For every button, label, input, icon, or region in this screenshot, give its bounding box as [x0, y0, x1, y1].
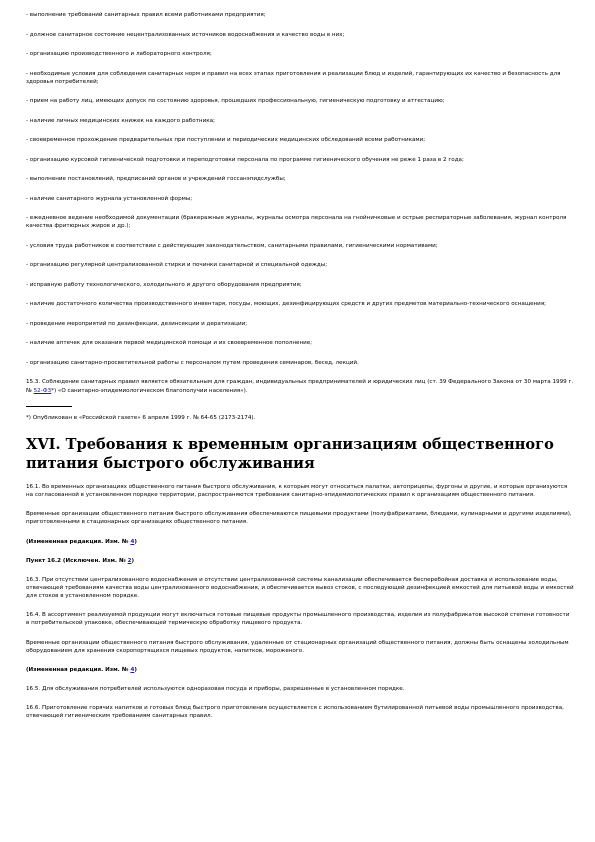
- clause-16-2-excluded: [26, 557, 574, 565]
- list-item: - наличие санитарного журнала установленной формы;: [26, 195, 193, 202]
- edition-note-tail: ): [134, 538, 137, 545]
- clause-16-5: 16.5. Для обслуживания потребителей используются одноразовая посуда и приборы, разрешенные в установленном порядке.: [26, 686, 405, 693]
- amendment-link[interactable]: 2: [127, 557, 132, 564]
- list-item: - прием на работу лиц, имеющих допуск по состоянию здоровья, прошедших профессиональную, гигиеническую подготовку и аттестацию;: [26, 98, 445, 105]
- list-item: - должное санитарное состояние нецентрализованных источников водоснабжения и качество воды в них;: [26, 31, 345, 38]
- document-page: [26, 11, 574, 732]
- law-52-fz-link[interactable]: 52-ФЗ: [33, 387, 52, 394]
- edition-note: [26, 666, 574, 674]
- amendment-link[interactable]: 4: [130, 667, 135, 674]
- paragraph-temporary-equipment: Временные организации общественного питания быстрого обслуживания, удаленные от стационарных организаций общественного питания, должны быть оснащены холодильным оборудованием для хранения скоропортящихся пищевых продуктов, напитков, мороженого.: [26, 639, 569, 654]
- list-item: - ежедневное ведение необходимой документации (бракеражные журналы, журналы осмотра персонала на гнойничковые и острые респираторные заболевания, журнал контроля качества фритюрных жиров и др.);: [26, 215, 567, 230]
- list-item: - выполнение постановлений, предписаний органов и учреждений госсанэпидслужбы;: [26, 176, 286, 183]
- list-item: - наличие аптечек для оказания первой медицинской помощи и их своевременное пополнение;: [26, 340, 313, 347]
- clause-15-3-text: 15.3. Соблюдение санитарных правил является обязательным для граждан, индивидуальных предпринимателей и юридических лиц (ст. 39 Федерального Закона от 30 марта 1999 г. №: [26, 379, 574, 394]
- clause-16-4: 16.4. В ассортимент реализуемой продукции могут включаться готовые пищевые продукты промышленного производства, изделия из полуфабрикатов высокой степени готовности в потребительской упаковке, обеспечивающей термическую обработку пищевого продукта.: [26, 612, 570, 627]
- list-item: - своевременное прохождение предварительных при поступлении и периодических медицинских обследований всеми работниками;: [26, 137, 426, 144]
- list-item: - организацию санитарно-просветительной работы с персоналом путем проведения семинаров, бесед, лекций.: [26, 359, 359, 366]
- paragraph-temporary-supply: Временные организации общественного питания быстрого обслуживания обеспечиваются пищевыми продуктами (полуфабрикатами, блюдами, кулинарными и другими изделиями), приготовленными в стационарных организациях общественного питания.: [26, 511, 572, 526]
- list-item: - проведение мероприятий по дезинфекции, дезинсекции и дератизации;: [26, 320, 248, 327]
- clause-16-3: 16.3. При отсутствии централизованного водоснабжения и отсутствии централизованной системы канализации обеспечивается бесперебойная доставка и использование воды, отвечающей требованиям качества воды централизованного водоснабжения, и обеспечивается вывоз стоков, с последующей дезинфекцией емкостей для питьевой воды и емкостей для стоков в установленном порядке.: [26, 576, 574, 600]
- clause-15-3: [26, 378, 574, 394]
- footnote: *) Опубликован в «Российской газете» 6 апреля 1999 г. № 64-65 (2173-2174).: [26, 414, 256, 421]
- excluded-note-tail: ): [131, 557, 135, 564]
- list-item: - наличие достаточного количества производственного инвентаря, посуды, моющих, дезинфицирующих средств и других предметов материально-технического оснащения;: [26, 301, 547, 308]
- edition-note-text: (Измененная редакция. Изм. №: [26, 538, 131, 545]
- list-item: - выполнение требований санитарных правил всеми работниками предприятия;: [26, 12, 266, 18]
- section-heading: XVI. Требования к временным организациям общественного питания быстрого обслуживания: [26, 435, 554, 472]
- list-item: - организацию производственного и лабораторного контроля;: [26, 51, 212, 57]
- bullet-list: [26, 11, 574, 367]
- list-item: - организацию регулярной централизованной стирки и починки санитарной и специальной одежды;: [26, 262, 328, 269]
- edition-note-text: (Измененная редакция. Изм. №: [26, 667, 131, 674]
- excluded-note-text: Пункт 16.2 (Исключен. Изм. №: [26, 557, 128, 564]
- edition-note: [26, 538, 574, 546]
- clause-16-1: 16.1. Во временных организациях общественного питания быстрого обслуживания, к которым могут относиться палатки, автоприцепы, фургоны и другие, и которые организуются на согласованной в установленном порядке территории, распространяются требования санитарно-эпидемиологических правил к организациям общественного питания.: [26, 483, 568, 499]
- list-item: - наличие личных медицинских книжек на каждого работника;: [26, 117, 215, 124]
- footnote-separator: [26, 406, 72, 407]
- list-item: - исправную работу технологического, холодильного и другого оборудования предприятия;: [26, 281, 302, 288]
- amendment-link[interactable]: 4: [130, 538, 135, 545]
- edition-note-tail: ): [134, 667, 137, 674]
- clause-16-6: 16.6. Приготовление горячих напитков и готовых блюд быстрого приготовления осуществляется с использованием бутилированной питьевой воды промышленного производства, отвечающей гигиеническим требованиям санитарных правил.: [26, 705, 564, 720]
- list-item: - необходимые условия для соблюдения санитарных норм и правил на всех этапах приготовления и реализации блюд и изделий, гарантирующих их качество и безопасность для здоровья потребителей;: [26, 70, 561, 85]
- list-item: - условия труда работников в соответствии с действующим законодательством, санитарными правилами, гигиеническими нормативами;: [26, 242, 438, 249]
- list-item: - организацию курсовой гигиенической подготовки и переподготовки персонала по программе гигиенического обучения не реже 1 раза в 2 года;: [26, 156, 464, 163]
- clause-15-3-tail: *) «О санитарно-эпидемиологическом благополучии населения»).: [51, 387, 248, 394]
